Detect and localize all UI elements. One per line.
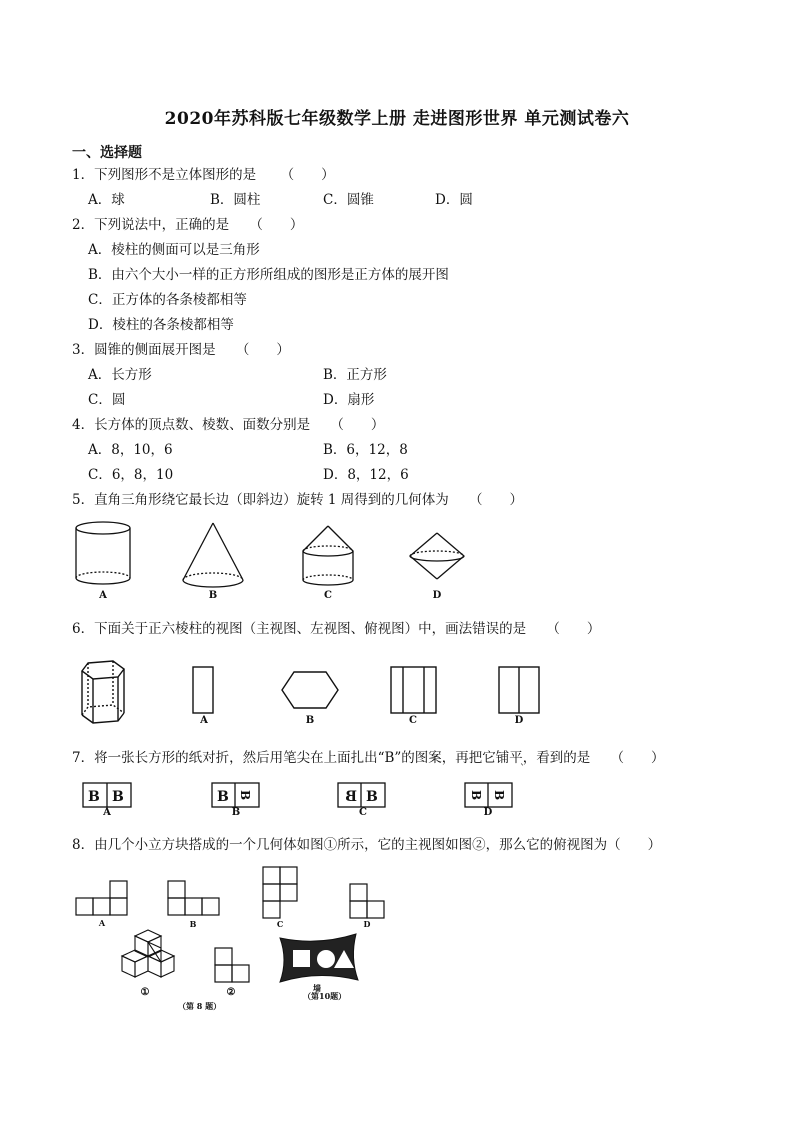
q5-solids-figure — [0, 518, 794, 618]
question-4: 4．长方体的顶点数、棱数、面数分别是 （ ） — [72, 417, 385, 433]
q4-option-b: B．6，12，8 — [323, 442, 408, 458]
front-view-figure — [215, 948, 249, 982]
q6-label-c: C — [409, 715, 417, 726]
caption-question-8: （第 8 题） — [178, 1001, 222, 1011]
glyph-b-left: B — [217, 789, 229, 805]
question-2: 2．下列说法中，正确的是 （ ） — [72, 217, 304, 233]
view-d-shape — [499, 667, 539, 713]
q8-cubes-figure — [0, 862, 794, 1022]
q5-label-c: C — [324, 590, 332, 601]
cylinder-shape — [76, 522, 130, 584]
q1-option-c: C．圆锥 — [323, 192, 374, 208]
question-1: 1．下列图形不是立体图形的是 （ ） — [72, 167, 335, 183]
stray-mark: ` — [520, 764, 525, 775]
q7-label-a: A — [103, 807, 111, 818]
caption-question-10: （第10题） — [303, 991, 347, 1001]
glyph-d-left: B — [469, 790, 483, 801]
option-c-grid — [263, 867, 297, 918]
wall-figure — [280, 934, 358, 982]
q2-option-d: D．棱柱的各条棱都相等 — [88, 317, 234, 333]
section-heading: 一、选择题 — [72, 145, 142, 161]
q8-label-b: B — [189, 919, 197, 929]
q3-option-a: A．长方形 — [88, 367, 152, 383]
cone-shape — [183, 523, 243, 587]
glyph-a-left: B — [88, 789, 100, 805]
glyph-b-right: B — [238, 790, 252, 801]
q2-option-a: A．棱柱的侧面可以是三角形 — [88, 242, 260, 258]
cone-cylinder-shape — [303, 526, 353, 585]
q3-option-d: D．扇形 — [323, 392, 375, 408]
wall-label: 墙 — [313, 983, 321, 993]
q3-option-c: C．圆 — [88, 392, 126, 408]
question-8: 8．由几个小立方块搭成的一个几何体如图①所示，它的主视图如图②，那么它的俯视图为（ ） — [72, 837, 662, 853]
figure-2-label: ② — [226, 987, 236, 998]
q7-label-d: D — [483, 807, 493, 818]
isometric-cubes-figure — [122, 930, 174, 977]
question-6: 6．下面关于正六棱柱的视图（主视图、左视图、俯视图）中，画法错误的是 （ ） — [72, 621, 601, 637]
q5-label-a: A — [99, 590, 107, 601]
q2-option-c: C．正方体的各条棱都相等 — [88, 292, 247, 308]
q4-option-c: C．6，8，10 — [88, 467, 174, 483]
q8-label-c: C — [276, 919, 284, 929]
q4-option-d: D．8，12，6 — [323, 467, 409, 483]
page-title: 2020年苏科版七年级数学上册 走进图形世界 单元测试卷六 — [164, 109, 630, 129]
option-d-grid — [350, 884, 384, 918]
q8-label-a: A — [98, 918, 106, 928]
view-a-shape — [193, 667, 213, 713]
q7-label-c: C — [359, 807, 367, 818]
glyph-c-right: B — [366, 789, 378, 805]
q5-label-d: D — [432, 590, 442, 601]
glyph-d-right: B — [492, 790, 506, 801]
view-b-hexagon — [282, 672, 338, 708]
view-c-shape — [391, 667, 436, 713]
question-5: 5．直角三角形绕它最长边（即斜边）旋转 1 周得到的几何体为 （ ） — [72, 492, 524, 508]
q6-label-d: D — [514, 715, 524, 726]
q7-paper-figure — [0, 781, 794, 811]
q8-label-d: D — [363, 919, 371, 929]
question-7: 7．将一张长方形的纸对折，然后用笔尖在上面扎出“B”的图案，再把它铺平，看到的是 （ ） — [72, 750, 665, 766]
q1-option-d: D．圆 — [435, 192, 473, 208]
q5-label-b: B — [208, 590, 218, 601]
glyph-c-left: B — [345, 789, 357, 805]
double-cone-shape — [410, 533, 464, 579]
q1-option-b: B．圆柱 — [210, 192, 261, 208]
q3-option-b: B．正方形 — [323, 367, 387, 383]
hexagonal-prism-shape — [82, 661, 124, 723]
q2-option-b: B．由六个大小一样的正方形所组成的图形是正方体的展开图 — [88, 267, 449, 283]
q6-label-b: B — [305, 715, 315, 726]
q7-label-b: B — [231, 807, 241, 818]
circle-hole-shape — [317, 950, 335, 968]
option-b-grid — [168, 881, 219, 915]
question-3: 3．圆锥的侧面展开图是 （ ） — [72, 342, 290, 358]
option-a-grid — [76, 881, 127, 915]
q6-label-a: A — [200, 715, 208, 726]
q6-views-figure — [0, 655, 794, 735]
figure-1-label: ① — [140, 987, 150, 998]
q1-option-a: A．球 — [88, 192, 125, 208]
glyph-a-right: B — [112, 789, 124, 805]
square-hole-shape — [293, 950, 310, 967]
q4-option-a: A．8，10，6 — [88, 442, 173, 458]
